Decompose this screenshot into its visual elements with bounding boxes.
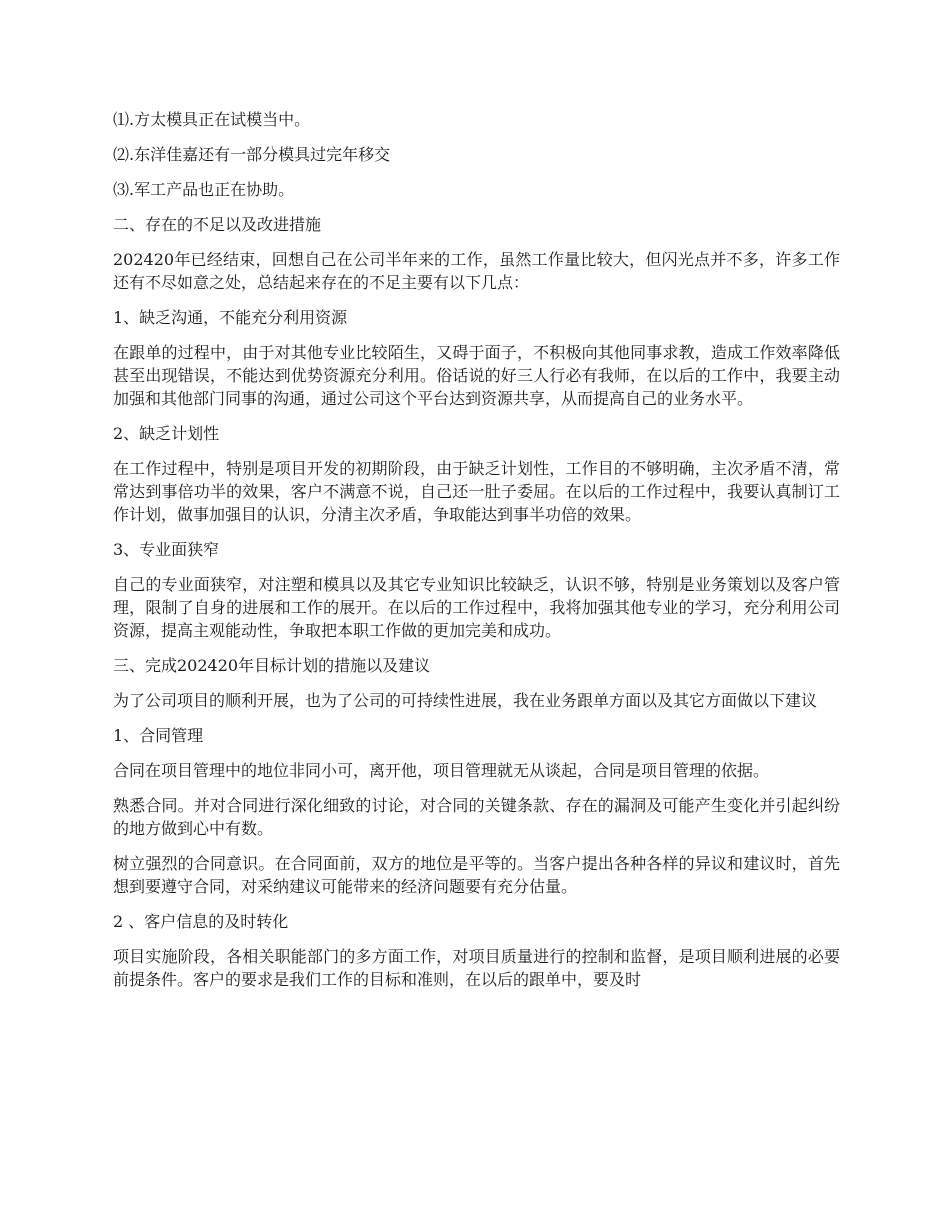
list-item-dongyang: ⑵.东洋佳嘉还有一部分模具过完年移交 — [113, 145, 391, 164]
subheading-contract: 1、合同管理 — [113, 726, 204, 745]
paragraph-expertise: 自己的专业面狭窄，对注塑和模具以及其它专业知识比较缺乏，认识不够，特别是业务策划以及客户管理，限制了自身的进展和工作的展开。在以后的工作过程中，我将加强其他专业的学习，充分利用公司资源，提高主观能动性，争取把本职工作做的更加完美和成功。 — [113, 575, 840, 640]
document-body — [113, 108, 840, 1003]
paragraph-communication: 在跟单的过程中，由于对其他专业比较陌生，又碍于面子，不积极向其他同事求教，造成工作效率降低甚至出现错误，不能达到优势资源充分利用。俗话说的好三人行必有我师，在以后的工作中，我要主动加强和其他部门同事的沟通，通过公司这个平台达到资源共享，从而提高自己的业务水平。 — [113, 343, 840, 408]
subheading-expertise: 3、专业面狭窄 — [113, 540, 220, 559]
subheading-communication: 1、缺乏沟通，不能充分利用资源 — [113, 308, 348, 327]
paragraph-customer-info: 项目实施阶段，各相关职能部门的多方面工作，对项目质量进行的控制和监督，是项目顺利进展的必要前提条件。客户的要求是我们工作的目标和准则，在以后的跟单中，要及时 — [113, 947, 840, 989]
section-heading-shortcomings: 二、存在的不足以及改进措施 — [113, 215, 322, 234]
list-item-military: ⑶.军工产品也正在协助。 — [113, 180, 295, 199]
paragraph-summary: 202420年已经结束，回想自己在公司半年来的工作，虽然工作量比较大，但闪光点并不多，许多工作还有不尽如意之处，总结起来存在的不足主要有以下几点： — [113, 250, 840, 292]
paragraph-planning: 在工作过程中，特别是项目开发的初期阶段，由于缺乏计划性，工作目的不够明确，主次矛盾不清，常常达到事倍功半的效果，客户不满意不说，自己还一肚子委屈。在以后的工作过程中，我要认真制订工作计划，做事加强目的认识，分清主次矛盾，争取能达到事半功倍的效果。 — [113, 459, 840, 524]
subheading-planning: 2、缺乏计划性 — [113, 424, 220, 443]
section-heading-measures: 三、完成202420年目标计划的措施以及建议 — [113, 656, 431, 675]
subheading-customer-info: 2 、客户信息的及时转化 — [113, 912, 289, 931]
paragraph-contract-familiar: 熟悉合同。并对合同进行深化细致的讨论，对合同的关键条款、存在的漏洞及可能产生变化并引起纠纷的地方做到心中有数。 — [113, 796, 840, 838]
paragraph-contract-awareness: 树立强烈的合同意识。在合同面前，双方的地位是平等的。当客户提出各种各样的异议和建议时，首先想到要遵守合同，对采纳建议可能带来的经济问题要有充分估量。 — [113, 854, 840, 896]
paragraph-suggestions-intro: 为了公司项目的顺利开展，也为了公司的可持续性进展，我在业务跟单方面以及其它方面做以下建议 — [113, 691, 818, 710]
list-item-fangtai: ⑴.方太模具正在试模当中。 — [113, 110, 311, 129]
paragraph-contract-basis: 合同在项目管理中的地位非同小可，离开他，项目管理就无从谈起，合同是项目管理的依据。 — [113, 761, 770, 780]
